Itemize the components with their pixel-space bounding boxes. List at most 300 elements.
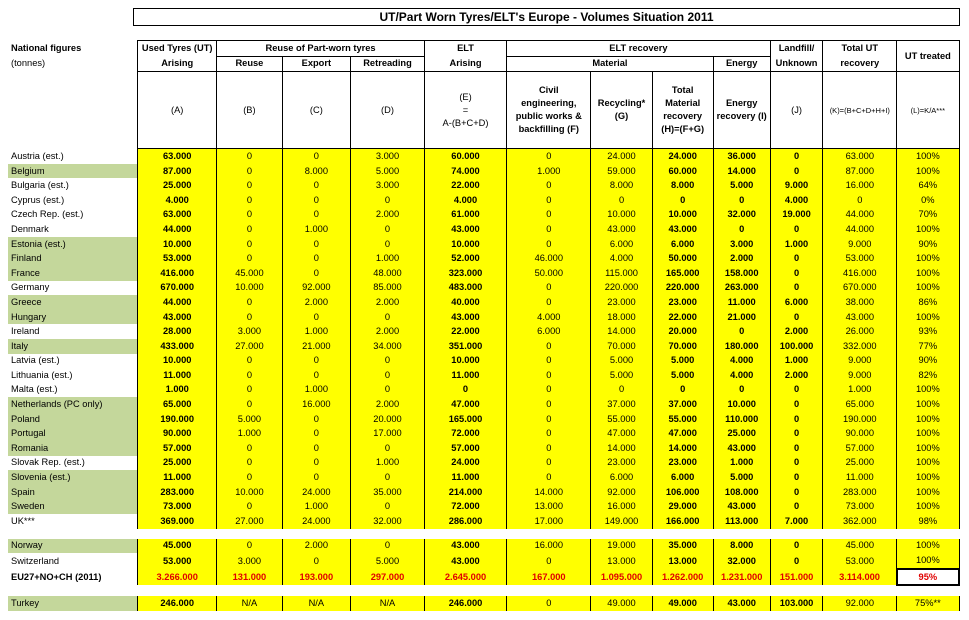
value-cell: 87.000	[138, 164, 217, 179]
value-cell: 70.000	[591, 339, 652, 354]
value-cell: 92.000	[591, 485, 652, 500]
country-cell: Hungary	[8, 310, 138, 325]
value-cell: 22.000	[424, 178, 506, 193]
value-cell: 53.000	[138, 251, 217, 266]
value-cell: 263.000	[713, 281, 770, 296]
value-cell: 3.000	[713, 237, 770, 252]
value-cell: 5.000	[713, 470, 770, 485]
value-cell: 20.000	[351, 412, 425, 427]
country-cell: Czech Rep. (est.)	[11, 209, 84, 220]
value-cell: 0	[770, 470, 823, 485]
value-cell: 24.000	[282, 485, 351, 500]
value-cell: 55.000	[591, 412, 652, 427]
value-cell: 60.000	[424, 149, 506, 164]
tonnes-label: (tonnes)	[11, 58, 46, 69]
value-cell: 52.000	[424, 251, 506, 266]
country-cell: Slovenia (est.)	[8, 470, 138, 485]
value-cell: 65.000	[138, 397, 217, 412]
table-row	[8, 539, 959, 554]
value-cell: 16.000	[507, 539, 591, 554]
value-cell: 100%	[897, 310, 959, 325]
value-cell: 27.000	[217, 514, 282, 529]
reuse-group-header: Reuse of Part-worn tyres	[217, 41, 425, 57]
country-cell: Latvia (est.)	[11, 355, 60, 366]
value-cell: 5.000	[591, 354, 652, 369]
value-cell: 10.000	[713, 397, 770, 412]
value-cell: 100%	[897, 397, 959, 412]
value-cell: 43.000	[591, 222, 652, 237]
value-cell: 23.000	[591, 295, 652, 310]
table-row	[8, 164, 959, 179]
value-cell: 11.000	[138, 470, 217, 485]
value-cell: 49.000	[652, 596, 713, 611]
value-cell: 46.000	[507, 251, 591, 266]
value-cell: 1.000	[713, 456, 770, 471]
value-cell: 86%	[897, 295, 959, 310]
ut-treated-header: UT treated	[897, 41, 959, 72]
value-cell: 151.000	[770, 569, 823, 586]
value-cell: 0	[770, 397, 823, 412]
table-row	[8, 178, 959, 193]
value-cell: 362.000	[823, 514, 897, 529]
table-row	[8, 222, 959, 237]
value-cell: 1.000	[351, 456, 425, 471]
value-cell: 13.000	[507, 499, 591, 514]
value-cell: 100%	[897, 553, 959, 569]
value-cell: 43.000	[138, 310, 217, 325]
value-cell: 0	[217, 499, 282, 514]
value-cell: 0	[217, 178, 282, 193]
value-cell: 0	[507, 426, 591, 441]
value-cell: 0	[217, 441, 282, 456]
value-cell: 0	[351, 354, 425, 369]
value-cell: 100%	[897, 539, 959, 554]
value-cell: 32.000	[713, 208, 770, 223]
value-cell: 369.000	[138, 514, 217, 529]
value-cell: 5.000	[713, 178, 770, 193]
elt-recovery-header: ELT recovery	[507, 41, 771, 57]
value-cell: 2.000	[282, 539, 351, 554]
value-cell: 25.000	[713, 426, 770, 441]
value-cell: 1.000	[282, 499, 351, 514]
value-cell: 50.000	[507, 266, 591, 281]
value-cell: 45.000	[823, 539, 897, 554]
value-cell: 1.000	[138, 383, 217, 398]
used-tyres-header: Used Tyres (UT)	[138, 41, 217, 57]
value-cell: 0	[217, 164, 282, 179]
value-cell: 16.000	[282, 397, 351, 412]
value-cell: 246.000	[138, 596, 217, 611]
value-cell: 37.000	[591, 397, 652, 412]
volumes-table: National figures Used Tyres (UT) Reuse of Part-worn tyres ELT ELT recovery Landfill/ Total UT UT treated (tonnes) Arising Reuse Export Retreading Arising Material Energy Unknown recovery (A) (B) (C) (D) (E) = A-(B+C+D) Civil engineering, public works & backfilling (F) Recycling* (G) Total Material recovery (H)=(F+G) Energy recovery (I) (J) (K)=(B+C+D+H+I) (L)=K/A*** Austria (est.) 63.000 0 0 3.000 60.000 0 24.000 24.000 36.000 0 63.000 100% Belgium 87.000 0 8.000 5.000 74.000 1.000 59.000 60.000 14.000 0 87.000 100% Bulgaria (est.) 25.000 0 0 3.000 22.000 0 8.000 8.000 5.000 9.000 16.000 64% Cyprus (est.) 4.000 0 0 0 4.000 0 0 0 0 4.000 0 0% Czech Rep. (est.) 63.000 0 0 2.000 61.000 0 10.000 10.000 32.000 19.000 44.000 70% Denmark 44.000 0 1.000 0 43.000 0 43.000 43.000 0 0 44.000 100% Estonia (est.) 10.000 0 0 0 10.000 0 6.000 6.000 3.000 1.000 9.000 90% Finland 53.000 0 0 1.000 52.000 46.000 4.000 50.000 2.000 0 53.000 100% France 416.000 45.000 0 48.000 323.000 50.000 115.000 165.000 158.000 0 416.000 100% Germany 670.000 10.000 92.000 85.000 483.000 0 220.000 220.000 263.000 0 670.000 100% Greece 44.000 0 2.000 2.000 40.000 0 23.000 23.000 11.000 6.000 38.000 86% Hungary 43.000 0 0 0 43.000 4.000 18.000 22.000 21.000 0 43.000 100% Ireland 28.000 3.000 1.000 2.000 22.000 6.000 14.000 20.000 0 2.000 26.000 93% Italy 433.000 27.000 21.000 34.000 351.000 0 70.000 70.000 180.000 100.000 332.000 77% Latvia (est.) 10.000 0 0 0 10.000 0 5.000 5.000 4.000 1.000 9.000 90% Lithuania (est.) 11.000 0 0 0 11.000 0 5.000 5.000 4.000 2.000 9.000 82% Malta (est.) 1.000 0 1.000 0 0 0 0 0 0 0 1.000 100% Netherlands (PC only) 65.000 0 16.000 2.000 47.000 0 37.000 37.000 10.000 0 65.000 100% Poland 190.000 5.000 0 20.000 165.000 0 55.000 55.000 110.000 0 190.000 100% Portugal 90.000 1.000 0 17.000 72.000 0 47.000 47.000 25.000 0 90.000 100% Romania 57.000 0 0 0 57.000 0 14.000 14.000 43.000 0 57.000 100% Slovak Rep. (est.) 25.000 0 0 1.000 24.000 0 23.000 23.000 1.000 0 25.000 100% Slovenia (est.) 11.000 0 0 0 11.000 0 6.000 6.000 5.000 0 11.000 100% Spain 283.000 10.000 24.000 35.000 214.000 14.000 92.000 106.000 108.000 0 283.000 100% Sweden 73.000 0 1.000 0 72.000 13.000 16.000 29.000 43.000 0 73.000 100% UK*** 369.000 27.000 24.000 32.000 286.000 17.000 149.000 166.000 113.000 7.000 362.000 98% Norway 45.000 0 2.000 0 43.000 16.000 19.000 35.000 8.000 0 45.000 100% Switzerland 53.000 3.000 0 5.000 43.000 0 13.000 13.000 32.000 0 53.000 100% EU27+NO+CH (2011) 3.266.000 131.000 193.000 297.000 2.645.000 167.000 1.095.000 1.262.000 1.231.000 151.000 3.114.000 95% Turkey 246.000 N/A N/A N/A 246.000 0 49.000 49.000 43.000 103.000 92.000 75%**	[8, 40, 960, 611]
value-cell: 0	[282, 208, 351, 223]
value-cell: 0	[507, 596, 591, 611]
value-cell: 0	[507, 281, 591, 296]
value-cell: 53.000	[138, 553, 217, 569]
page-title: UT/Part Worn Tyres/ELT's Europe - Volumes Situation 2011	[133, 8, 960, 26]
value-cell: 11.000	[424, 470, 506, 485]
value-cell: 10.000	[217, 485, 282, 500]
value-cell: 351.000	[424, 339, 506, 354]
landfill-header: Landfill/	[770, 41, 823, 57]
value-cell: 2.000	[351, 397, 425, 412]
country-cell: Poland	[8, 412, 138, 427]
value-cell: 1.000	[282, 324, 351, 339]
value-cell: 0	[217, 237, 282, 252]
value-cell: 100%	[897, 456, 959, 471]
value-cell: 0	[351, 499, 425, 514]
value-cell: 332.000	[823, 339, 897, 354]
value-cell: 14.000	[652, 441, 713, 456]
value-cell: 35.000	[351, 485, 425, 500]
value-cell: 1.095.000	[591, 569, 652, 586]
table-row	[8, 441, 959, 456]
country-cell: Bulgaria (est.)	[11, 180, 69, 191]
value-cell: 165.000	[652, 266, 713, 281]
value-cell: 0	[770, 149, 823, 164]
value-cell: 3.000	[351, 149, 425, 164]
country-cell: Italy	[8, 339, 138, 354]
value-cell: 36.000	[713, 149, 770, 164]
value-cell: 0	[282, 354, 351, 369]
value-cell: 6.000	[652, 470, 713, 485]
country-cell: Lithuania (est.)	[11, 369, 73, 380]
value-cell: 35.000	[652, 539, 713, 554]
value-cell: 100%	[897, 266, 959, 281]
value-cell: 0	[770, 441, 823, 456]
table-row	[8, 426, 959, 441]
value-cell: 214.000	[424, 485, 506, 500]
value-cell: 0	[507, 295, 591, 310]
value-cell: 73.000	[823, 499, 897, 514]
table-row	[8, 499, 959, 514]
value-cell: 0	[770, 383, 823, 398]
value-cell: 90.000	[138, 426, 217, 441]
value-cell: 0	[770, 485, 823, 500]
value-cell: 0	[282, 470, 351, 485]
country-cell: Romania	[8, 441, 138, 456]
value-cell: 0	[507, 441, 591, 456]
value-cell: 4.000	[770, 193, 823, 208]
value-cell: 57.000	[138, 441, 217, 456]
value-cell: 2.000	[351, 208, 425, 223]
value-cell: 5.000	[591, 368, 652, 383]
value-cell: 100%	[897, 441, 959, 456]
value-cell: 0	[507, 149, 591, 164]
value-cell: 9.000	[823, 368, 897, 383]
value-cell: 5.000	[217, 412, 282, 427]
table-row	[8, 266, 959, 281]
value-cell: 2.645.000	[424, 569, 506, 586]
value-cell: 72.000	[424, 426, 506, 441]
value-cell: 43.000	[713, 499, 770, 514]
value-cell: 297.000	[351, 569, 425, 586]
table-row	[8, 397, 959, 412]
value-cell: 0	[507, 383, 591, 398]
value-cell: 0	[770, 539, 823, 554]
value-cell: 0	[652, 193, 713, 208]
value-cell: 43.000	[424, 222, 506, 237]
value-cell: 0	[217, 222, 282, 237]
value-cell: 103.000	[770, 596, 823, 611]
national-figures-label: National figures	[11, 42, 82, 53]
value-cell: 63.000	[138, 149, 217, 164]
value-cell: 220.000	[591, 281, 652, 296]
value-cell: 1.000	[282, 222, 351, 237]
country-cell: Finland	[8, 251, 138, 266]
value-cell: 0	[217, 397, 282, 412]
value-cell: 1.000	[823, 383, 897, 398]
value-cell: 70%	[897, 208, 959, 223]
value-cell: 0	[282, 456, 351, 471]
value-cell: 0	[217, 368, 282, 383]
value-cell: 14.000	[591, 441, 652, 456]
value-cell: 131.000	[217, 569, 282, 586]
value-cell: 0	[217, 354, 282, 369]
turkey-row	[8, 596, 959, 611]
table-row	[8, 208, 959, 223]
value-cell: 25.000	[823, 456, 897, 471]
table-row	[8, 193, 959, 208]
country-cell: Netherlands (PC only)	[8, 397, 138, 412]
value-cell: 53.000	[823, 553, 897, 569]
value-cell: 190.000	[138, 412, 217, 427]
value-cell: 93%	[897, 324, 959, 339]
value-cell: 100%	[897, 251, 959, 266]
value-cell: 0	[507, 397, 591, 412]
value-cell: 24.000	[424, 456, 506, 471]
value-cell: 90%	[897, 237, 959, 252]
table-row	[8, 485, 959, 500]
country-cell: Turkey	[8, 596, 138, 611]
country-cell: UK***	[11, 515, 35, 526]
value-cell: 10.000	[652, 208, 713, 223]
value-cell: 4.000	[713, 354, 770, 369]
value-cell: 70.000	[652, 339, 713, 354]
table-row	[8, 412, 959, 427]
value-cell: 44.000	[138, 295, 217, 310]
country-cell: Portugal	[8, 426, 138, 441]
country-cell: Estonia (est.)	[8, 237, 138, 252]
value-cell: 23.000	[591, 456, 652, 471]
value-cell: 38.000	[823, 295, 897, 310]
value-cell: 53.000	[823, 251, 897, 266]
country-cell: Denmark	[11, 223, 49, 234]
value-cell: 0	[713, 324, 770, 339]
value-cell: 0	[770, 266, 823, 281]
value-cell: 108.000	[713, 485, 770, 500]
value-cell: 0	[770, 456, 823, 471]
value-cell: 100%	[897, 281, 959, 296]
value-cell: 57.000	[823, 441, 897, 456]
value-cell: 4.000	[424, 193, 506, 208]
value-cell: 0	[351, 193, 425, 208]
value-cell: 0	[351, 222, 425, 237]
value-cell: 0	[591, 193, 652, 208]
value-cell: 16.000	[591, 499, 652, 514]
table-row	[8, 310, 959, 325]
value-cell: 0	[507, 339, 591, 354]
value-cell: 75%**	[897, 596, 959, 611]
table-row	[8, 324, 959, 339]
value-cell: 100%	[897, 164, 959, 179]
value-cell: 77%	[897, 339, 959, 354]
country-cell: Ireland	[11, 326, 40, 337]
country-cell: Norway	[8, 539, 138, 554]
value-cell: 11.000	[424, 368, 506, 383]
value-cell: 92.000	[823, 596, 897, 611]
value-cell: 44.000	[823, 208, 897, 223]
value-cell: 0	[713, 383, 770, 398]
value-cell: 43.000	[652, 222, 713, 237]
value-cell: 82%	[897, 368, 959, 383]
value-cell: 59.000	[591, 164, 652, 179]
value-cell: 3.000	[217, 553, 282, 569]
value-cell: 25.000	[138, 178, 217, 193]
value-cell: 0	[351, 368, 425, 383]
value-cell: 0	[507, 354, 591, 369]
value-cell: 115.000	[591, 266, 652, 281]
value-cell: 0	[282, 368, 351, 383]
value-cell: 21.000	[282, 339, 351, 354]
value-cell: 9.000	[823, 354, 897, 369]
value-cell: 7.000	[770, 514, 823, 529]
value-cell: 0	[770, 426, 823, 441]
value-cell: 8.000	[713, 539, 770, 554]
value-cell: 34.000	[351, 339, 425, 354]
value-cell: 1.262.000	[652, 569, 713, 586]
table-row	[8, 281, 959, 296]
value-cell: 21.000	[713, 310, 770, 325]
value-cell: 100.000	[770, 339, 823, 354]
value-cell: 2.000	[351, 324, 425, 339]
value-cell: 100%	[897, 485, 959, 500]
value-cell: 416.000	[138, 266, 217, 281]
value-cell: 0	[217, 295, 282, 310]
value-cell: 100%	[897, 412, 959, 427]
value-cell: 100%	[897, 149, 959, 164]
value-cell: N/A	[282, 596, 351, 611]
value-cell: 4.000	[591, 251, 652, 266]
value-cell: 0	[507, 412, 591, 427]
value-cell: 0	[713, 193, 770, 208]
value-cell: 10.000	[424, 354, 506, 369]
value-cell: 8.000	[282, 164, 351, 179]
value-cell: 1.231.000	[713, 569, 770, 586]
value-cell: 47.000	[591, 426, 652, 441]
value-cell: 0	[282, 237, 351, 252]
value-cell: 0	[507, 237, 591, 252]
value-cell: 100%	[897, 383, 959, 398]
value-cell: 23.000	[652, 295, 713, 310]
value-cell: 64%	[897, 178, 959, 193]
value-cell: 24.000	[282, 514, 351, 529]
value-cell: 60.000	[652, 164, 713, 179]
value-cell: 1.000	[770, 354, 823, 369]
value-cell: 0	[770, 222, 823, 237]
value-cell: 95%	[897, 569, 959, 586]
value-cell: 0	[351, 470, 425, 485]
country-cell: Spain	[8, 485, 138, 500]
table-row	[8, 368, 959, 383]
value-cell: 27.000	[217, 339, 282, 354]
value-cell: 1.000	[351, 251, 425, 266]
value-cell: 4.000	[507, 310, 591, 325]
value-cell: 0	[507, 470, 591, 485]
value-cell: 246.000	[424, 596, 506, 611]
value-cell: 9.000	[770, 178, 823, 193]
country-cell: Switzerland	[11, 555, 60, 566]
value-cell: 433.000	[138, 339, 217, 354]
elt-header: ELT	[424, 41, 506, 57]
value-cell: 1.000	[507, 164, 591, 179]
value-cell: 61.000	[424, 208, 506, 223]
value-cell: 5.000	[652, 368, 713, 383]
value-cell: 193.000	[282, 569, 351, 586]
value-cell: 0	[351, 441, 425, 456]
value-cell: 0	[217, 383, 282, 398]
value-cell: 6.000	[507, 324, 591, 339]
value-cell: 90%	[897, 354, 959, 369]
value-cell: 100%	[897, 222, 959, 237]
value-cell: 16.000	[823, 178, 897, 193]
value-cell: 0	[652, 383, 713, 398]
country-cell: Austria (est.)	[11, 150, 64, 161]
value-cell: 286.000	[424, 514, 506, 529]
value-cell: 0	[507, 456, 591, 471]
value-cell: 43.000	[424, 553, 506, 569]
total-ut-header: Total UT	[823, 41, 897, 57]
table-row	[8, 553, 959, 569]
value-cell: 0	[217, 456, 282, 471]
country-cell: Slovak Rep. (est.)	[11, 457, 85, 468]
value-cell: 43.000	[424, 539, 506, 554]
value-cell: 85.000	[351, 281, 425, 296]
value-cell: 190.000	[823, 412, 897, 427]
country-cell: Malta (est.)	[11, 384, 58, 395]
value-cell: 0	[424, 383, 506, 398]
value-cell: 3.266.000	[138, 569, 217, 586]
value-cell: 40.000	[424, 295, 506, 310]
value-cell: 416.000	[823, 266, 897, 281]
country-cell: Greece	[8, 295, 138, 310]
value-cell: 1.000	[282, 383, 351, 398]
country-cell: Sweden	[8, 499, 138, 514]
value-cell: 6.000	[770, 295, 823, 310]
value-cell: 24.000	[591, 149, 652, 164]
value-cell: 0	[351, 237, 425, 252]
value-cell: 483.000	[424, 281, 506, 296]
value-cell: 0	[770, 310, 823, 325]
value-cell: 11.000	[823, 470, 897, 485]
value-cell: 0	[351, 539, 425, 554]
value-cell: 14.000	[507, 485, 591, 500]
value-cell: 4.000	[713, 368, 770, 383]
value-cell: 2.000	[770, 324, 823, 339]
value-cell: 0	[507, 222, 591, 237]
value-cell: 0	[282, 193, 351, 208]
value-cell: 0	[282, 553, 351, 569]
value-cell: 149.000	[591, 514, 652, 529]
value-cell: 100%	[897, 426, 959, 441]
value-cell: 0	[770, 251, 823, 266]
value-cell: 158.000	[713, 266, 770, 281]
value-cell: 6.000	[591, 237, 652, 252]
value-cell: N/A	[351, 596, 425, 611]
value-cell: 220.000	[652, 281, 713, 296]
value-cell: 98%	[897, 514, 959, 529]
value-cell: 74.000	[424, 164, 506, 179]
